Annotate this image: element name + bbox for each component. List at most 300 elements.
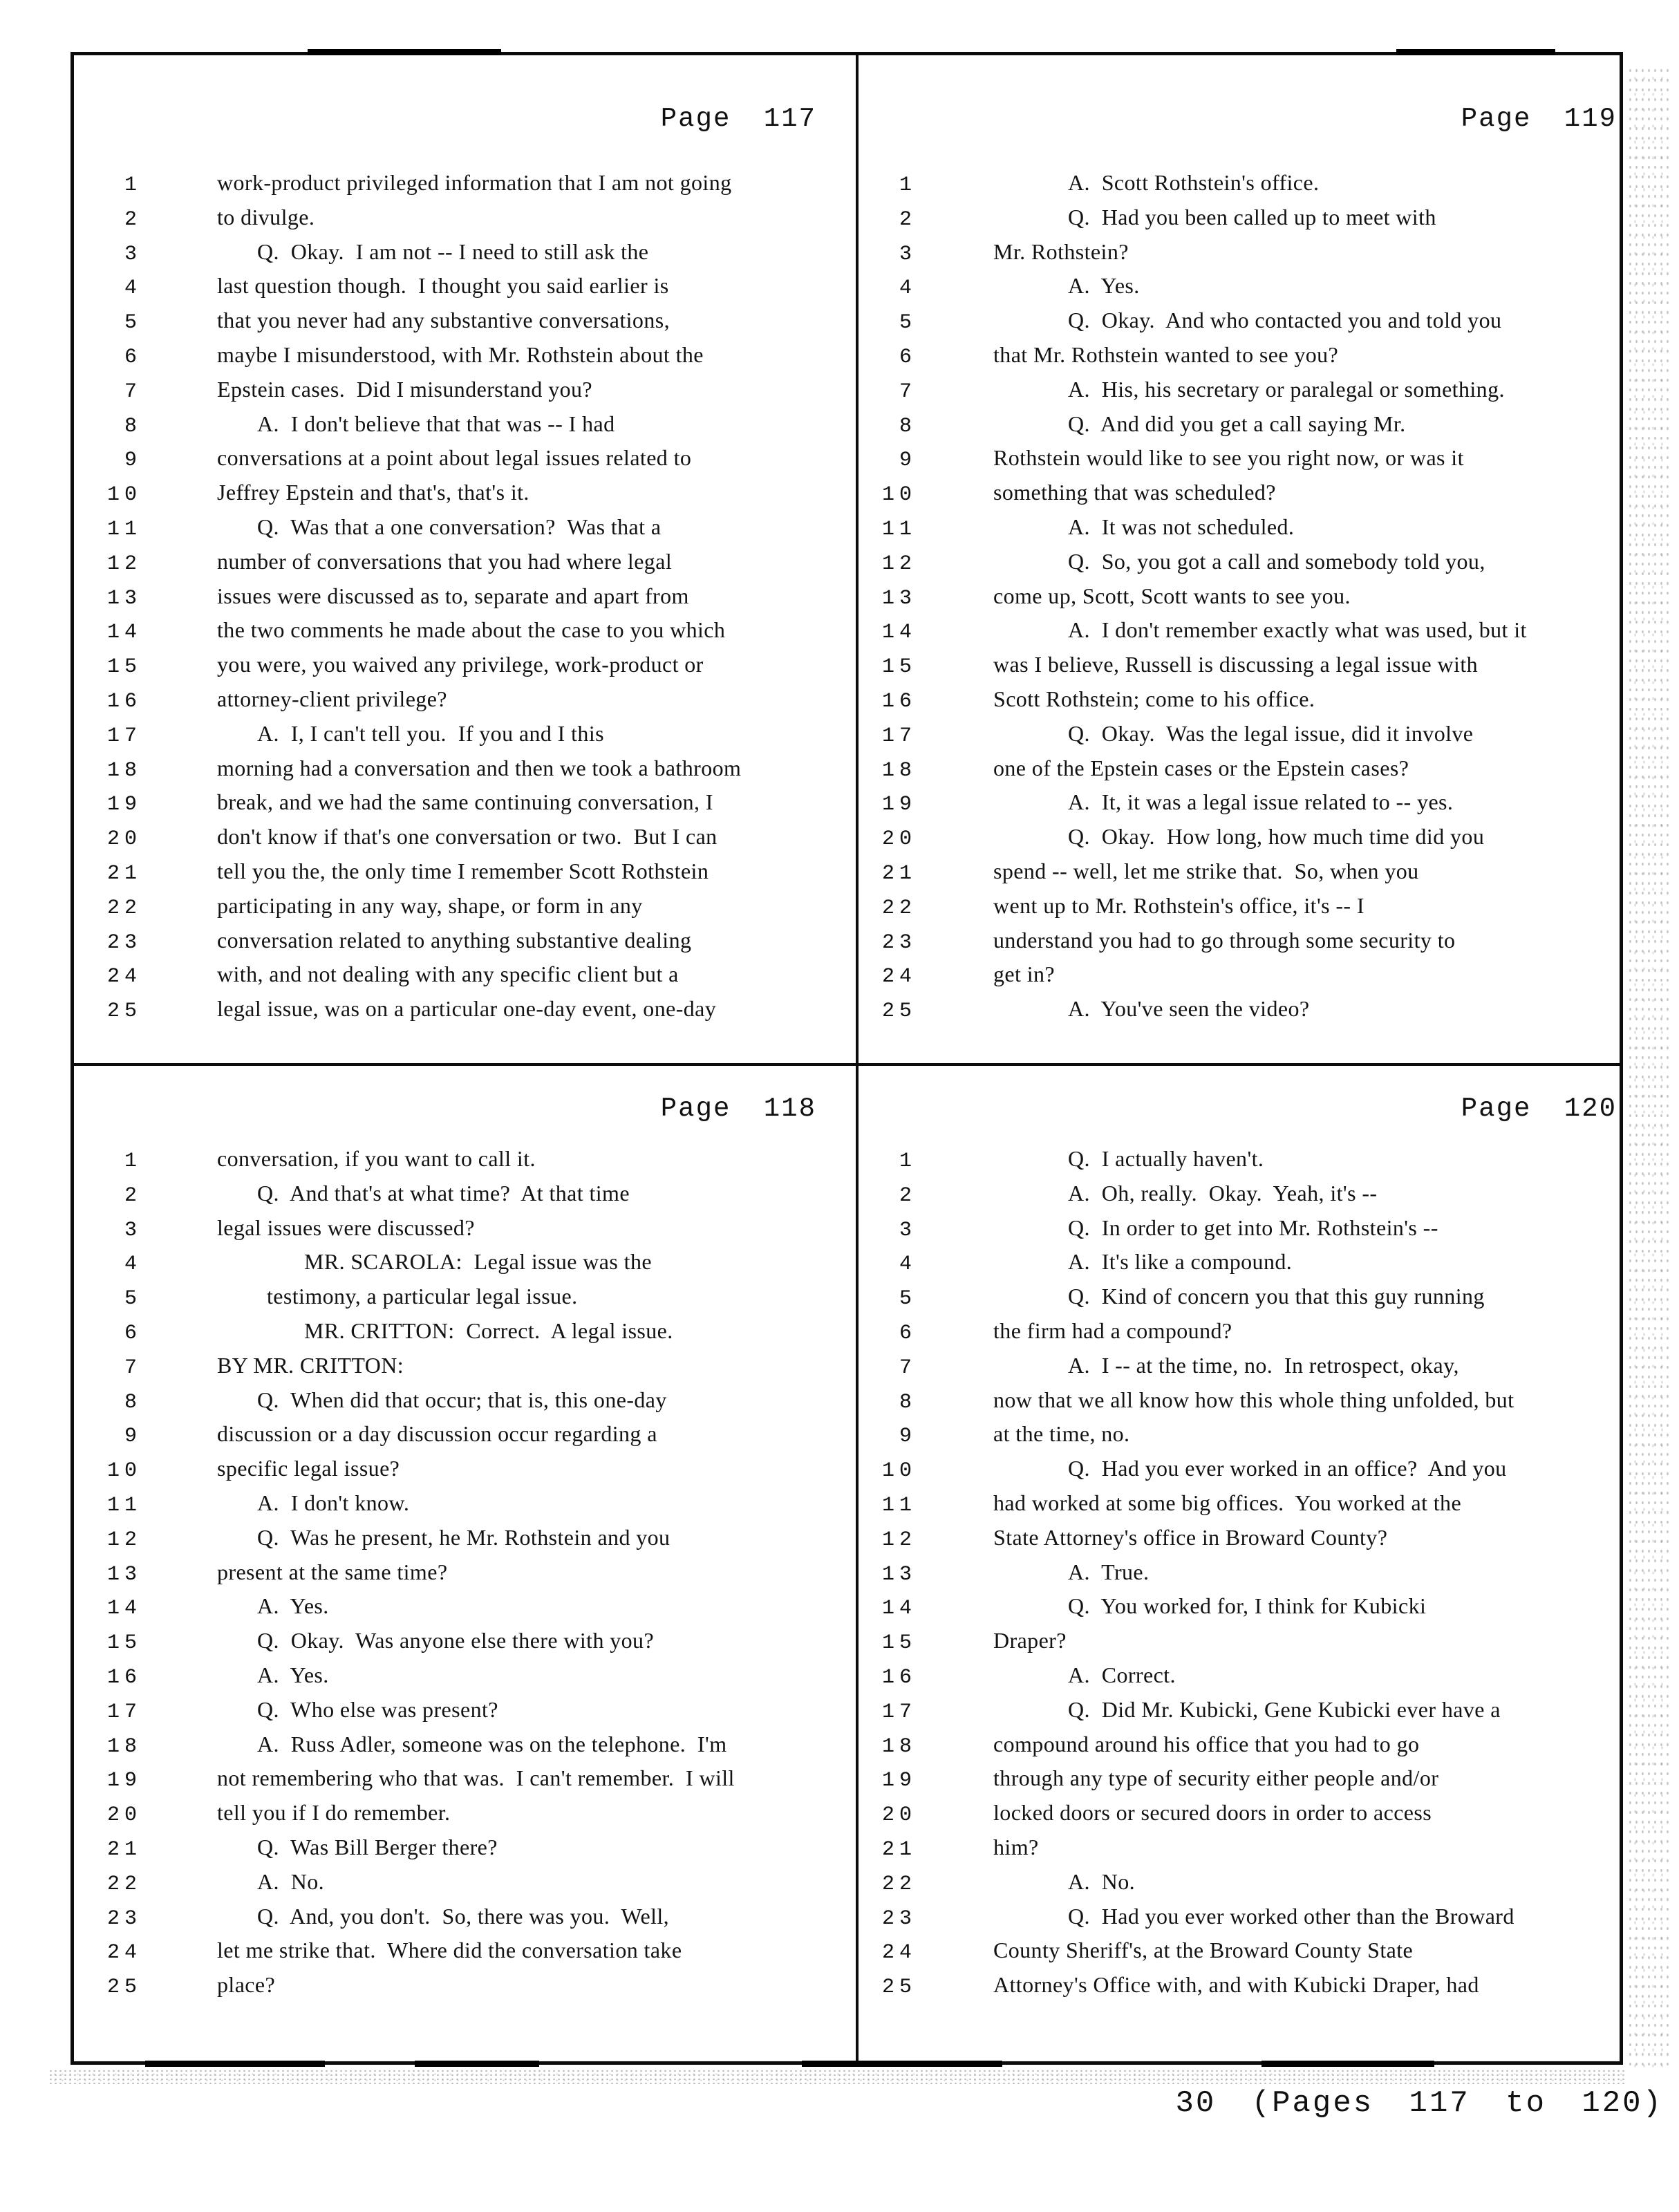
transcript-line-row (859, 1900, 1630, 1934)
line-text: A. Scott Rothstein's office. (1068, 170, 1320, 195)
transcript-line-row (71, 200, 843, 235)
transcript-line-row (71, 303, 843, 338)
transcript-line-row (71, 820, 843, 854)
line-text: A. Yes. (257, 1662, 329, 1687)
line-text: Q. Okay. I am not -- I need to still ask the (257, 238, 649, 264)
line-text: legal issues were discussed? (217, 1215, 475, 1240)
line-number: 3 (124, 242, 142, 266)
transcript-line-row (859, 1142, 1630, 1177)
line-text: State Attorney's office in Broward County? (993, 1524, 1388, 1550)
transcript-line-row (71, 648, 843, 682)
line-text: get in? (993, 962, 1055, 987)
transcript-line-row (71, 1417, 843, 1452)
transcript-line-row (859, 1486, 1630, 1521)
line-text: MR. CRITTON: Correct. A legal issue. (304, 1318, 673, 1343)
transcript-line-row (859, 1865, 1630, 1900)
scan-ink-artifact (1396, 49, 1555, 55)
line-number: 8 (124, 1390, 142, 1414)
line-number: 7 (124, 379, 142, 404)
line-number: 9 (899, 449, 917, 473)
transcript-line-row (71, 1865, 843, 1900)
transcript-line-row (859, 1521, 1630, 1555)
line-number: 1 (124, 174, 142, 197)
transcript-line-row (859, 1452, 1630, 1486)
line-text: A. I -- at the time, no. In retrospect, okay, (1068, 1352, 1459, 1378)
transcript-line-row (71, 1900, 843, 1934)
transcript-line-row (71, 1383, 843, 1418)
transcript-line-row (71, 1211, 843, 1246)
line-text: participating in any way, shape, or form in any (217, 892, 643, 918)
line-text: something that was scheduled? (993, 480, 1276, 505)
transcript-line-row (71, 1555, 843, 1590)
line-number: 23 (106, 1906, 142, 1931)
line-text: locked doors or secured doors in order to access (993, 1800, 1432, 1826)
line-number: 14 (881, 621, 917, 645)
line-text: Q. And did you get a call saying Mr. (1068, 411, 1406, 436)
transcript-line-row (859, 648, 1630, 682)
line-text: A. True. (1068, 1559, 1150, 1584)
page-119-header: Page 119 (1461, 104, 1617, 134)
line-text: went up to Mr. Rothstein's office, it's -- I (993, 892, 1364, 918)
line-number: 21 (106, 1837, 142, 1862)
line-text: specific legal issue? (217, 1456, 400, 1481)
line-text: Rothstein would like to see you right now, or was it (993, 445, 1464, 471)
transcript-line-row (859, 303, 1630, 338)
line-number: 5 (899, 311, 917, 335)
line-text: present at the same time? (217, 1559, 448, 1584)
line-text: conversation related to anything substantive dealing (217, 927, 692, 953)
line-number: 22 (106, 1872, 142, 1896)
transcript-line-row (859, 1589, 1630, 1624)
line-text: A. Yes. (257, 1593, 329, 1619)
line-number: 15 (881, 1631, 917, 1656)
line-number: 25 (881, 1976, 917, 2000)
line-number: 17 (106, 724, 142, 748)
line-text: let me strike that. Where did the conversation take (217, 1938, 682, 1963)
transcript-line-row (859, 1624, 1630, 1658)
line-number: 18 (881, 1734, 917, 1759)
line-text: MR. SCAROLA: Legal issue was the (304, 1249, 652, 1275)
line-number: 22 (881, 1872, 917, 1896)
page-120-header: Page 120 (1461, 1094, 1617, 1124)
line-text: issues were discussed as to, separate and apart from (217, 583, 689, 608)
transcript-line-row (71, 510, 843, 545)
scan-ink-artifact (415, 2061, 539, 2067)
line-text: Q. And that's at what time? At that time (257, 1180, 630, 1206)
line-text: A. It's like a compound. (1068, 1249, 1293, 1275)
transcript-line-row (71, 1933, 843, 1968)
transcript-line-row (71, 924, 843, 958)
transcript-line-row (71, 1624, 843, 1658)
center-horizontal-divider (71, 1063, 1623, 1066)
line-text: Jeffrey Epstein and that's, that's it. (217, 480, 529, 505)
line-number: 22 (881, 896, 917, 920)
line-number: 23 (881, 1906, 917, 1931)
transcript-line-row (859, 338, 1630, 373)
line-number: 9 (124, 1425, 142, 1449)
transcript-page-120 (859, 1094, 1630, 2047)
transcript-line-row (859, 1761, 1630, 1796)
line-text: testimony, a particular legal issue. (267, 1284, 578, 1309)
line-number: 16 (106, 689, 142, 713)
transcript-line-row (71, 407, 843, 442)
line-number: 9 (124, 449, 142, 473)
line-number: 7 (124, 1356, 142, 1380)
transcript-line-row (71, 579, 843, 614)
line-text: Q. Did Mr. Kubicki, Gene Kubicki ever have a (1068, 1696, 1501, 1722)
line-text: conversations at a point about legal issues related to (217, 445, 692, 471)
line-text: BY MR. CRITTON: (217, 1352, 404, 1378)
line-number: 20 (106, 1803, 142, 1828)
transcript-line-row (859, 889, 1630, 924)
line-number: 2 (899, 207, 917, 232)
transcript-line-row (71, 1658, 843, 1693)
line-text: Q. You worked for, I think for Kubicki (1068, 1593, 1427, 1619)
line-number: 5 (124, 1287, 142, 1311)
line-text: A. His, his secretary or paralegal or something. (1068, 376, 1505, 402)
line-text: don't know if that's one conversation or two. But I can (217, 824, 717, 850)
line-number: 18 (106, 758, 142, 782)
line-text: Mr. Rothstein? (993, 238, 1129, 264)
line-number: 11 (881, 1493, 917, 1517)
scan-noise-right-edge (1627, 66, 1670, 2070)
transcript-line-row (71, 1968, 843, 2003)
line-number: 12 (106, 552, 142, 576)
line-number: 4 (124, 276, 142, 301)
line-text: A. I don't know. (257, 1490, 410, 1515)
line-number: 22 (106, 896, 142, 920)
line-number: 7 (899, 1356, 917, 1380)
line-number: 1 (124, 1150, 142, 1173)
line-number: 4 (124, 1253, 142, 1277)
transcript-line-row (71, 1727, 843, 1762)
transcript-line-row (859, 785, 1630, 820)
transcript-line-row (859, 1177, 1630, 1211)
line-text: discussion or a day discussion occur regarding a (217, 1421, 657, 1447)
line-text: the firm had a compound? (993, 1318, 1232, 1343)
line-number: 2 (124, 1183, 142, 1208)
line-number: 23 (881, 930, 917, 955)
line-number: 14 (881, 1597, 917, 1621)
transcript-line-row (71, 1761, 843, 1796)
line-number: 20 (881, 827, 917, 852)
line-number: 17 (881, 724, 917, 748)
line-number: 19 (881, 1769, 917, 1793)
transcript-line-row (71, 785, 843, 820)
line-number: 14 (106, 1597, 142, 1621)
line-text: Q. Okay. Was anyone else there with you? (257, 1628, 655, 1653)
line-number: 10 (106, 483, 142, 507)
line-text: spend -- well, let me strike that. So, when you (993, 858, 1419, 883)
transcript-line-row (71, 717, 843, 751)
line-text: A. Correct. (1068, 1662, 1176, 1687)
line-number: 4 (899, 276, 917, 301)
transcript-line-row (71, 1452, 843, 1486)
line-number: 13 (106, 586, 142, 610)
page-117-lines (71, 166, 843, 1027)
line-number: 25 (106, 1976, 142, 2000)
line-number: 12 (881, 1528, 917, 1552)
line-number: 12 (881, 552, 917, 576)
line-text: to divulge. (217, 204, 315, 229)
transcript-line-row (859, 682, 1630, 717)
transcript-line-row (859, 854, 1630, 889)
transcript-line-row (859, 613, 1630, 648)
line-text: not remembering who that was. I can't remember. I will (217, 1765, 735, 1791)
line-text: Q. Who else was present? (257, 1696, 498, 1722)
line-text: tell you if I do remember. (217, 1800, 451, 1826)
line-number: 20 (106, 827, 142, 852)
page-119-lines (859, 166, 1630, 1027)
transcript-line-row (859, 235, 1630, 270)
transcript-line-row (859, 476, 1630, 510)
line-text: Q. I actually haven't. (1068, 1146, 1264, 1171)
transcript-line-row (71, 235, 843, 270)
line-number: 16 (106, 1665, 142, 1689)
line-text: Q. Was Bill Berger there? (257, 1834, 498, 1859)
line-text: Q. When did that occur; that is, this one-day (257, 1387, 667, 1412)
transcript-line-row (859, 441, 1630, 476)
line-number: 20 (881, 1803, 917, 1828)
line-number: 17 (106, 1700, 142, 1724)
transcript-line-row (859, 992, 1630, 1027)
line-text: him? (993, 1834, 1039, 1859)
transcript-line-row (859, 200, 1630, 235)
line-number: 5 (899, 1287, 917, 1311)
line-number: 7 (899, 379, 917, 404)
line-text: through any type of security either people and/or (993, 1765, 1439, 1791)
transcript-line-row (859, 510, 1630, 545)
line-number: 24 (881, 965, 917, 989)
line-text: understand you had to go through some security to (993, 927, 1456, 953)
line-number: 19 (106, 1769, 142, 1793)
line-number: 18 (106, 1734, 142, 1759)
line-number: 8 (899, 1390, 917, 1414)
line-text: Q. Had you ever worked other than the Broward (1068, 1903, 1514, 1929)
line-number: 23 (106, 930, 142, 955)
line-text: A. No. (257, 1868, 325, 1894)
transcript-line-row (859, 820, 1630, 854)
transcript-line-row (71, 682, 843, 717)
line-text: A. I, I can't tell you. If you and I this (257, 720, 604, 746)
transcript-line-row (71, 1693, 843, 1727)
transcript-line-row (859, 1968, 1630, 2003)
line-text: break, and we had the same continuing conversation, I (217, 789, 713, 815)
transcript-line-row (71, 166, 843, 200)
transcript-line-row (71, 889, 843, 924)
line-number: 11 (106, 517, 142, 541)
transcript-line-row (71, 1796, 843, 1830)
line-text: Q. Okay. Was the legal issue, did it involve (1068, 720, 1474, 746)
line-text: A. I don't remember exactly what was used, but it (1068, 617, 1527, 643)
line-text: A. You've seen the video? (1068, 996, 1310, 1022)
line-text: Q. Okay. And who contacted you and told you (1068, 308, 1502, 333)
transcript-line-row (71, 1521, 843, 1555)
transcript-line-row (859, 1658, 1630, 1693)
page-118-lines (71, 1142, 843, 2003)
line-number: 6 (899, 1321, 917, 1345)
line-text: at the time, no. (993, 1421, 1130, 1447)
transcript-line-row (859, 1245, 1630, 1280)
line-number: 6 (899, 345, 917, 369)
line-text: the two comments he made about the case to you which (217, 617, 726, 643)
transcript-line-row (859, 1933, 1630, 1968)
line-number: 5 (124, 311, 142, 335)
line-text: attorney-client privilege? (217, 686, 447, 711)
transcript-line-row (859, 1383, 1630, 1418)
transcript-line-row (859, 1280, 1630, 1314)
transcript-line-row (71, 751, 843, 786)
line-text: last question though. I thought you said earlier is (217, 273, 669, 299)
line-text: Epstein cases. Did I misunderstand you? (217, 376, 592, 402)
transcript-line-row (71, 269, 843, 303)
transcript-line-row (859, 545, 1630, 579)
transcript-line-row (71, 1142, 843, 1177)
transcript-line-row (71, 992, 843, 1027)
transcript-line-row (859, 924, 1630, 958)
line-number: 6 (124, 345, 142, 369)
line-number: 2 (124, 207, 142, 232)
line-text: with, and not dealing with any specific client but a (217, 962, 679, 987)
line-number: 15 (881, 655, 917, 679)
line-text: legal issue, was on a particular one-day event, one-day (217, 996, 717, 1022)
line-text: now that we all know how this whole thing unfolded, but (993, 1387, 1514, 1412)
transcript-line-row (71, 338, 843, 373)
line-text: A. Yes. (1068, 273, 1140, 299)
line-number: 10 (106, 1459, 142, 1483)
line-number: 3 (899, 242, 917, 266)
line-number: 21 (881, 1837, 917, 1862)
transcript-page-117 (71, 104, 843, 1058)
line-text: Q. Had you been called up to meet with (1068, 204, 1436, 229)
line-text: you were, you waived any privilege, work-product or (217, 652, 704, 677)
line-number: 9 (899, 1425, 917, 1449)
scan-ink-artifact (145, 2061, 325, 2067)
line-number: 24 (106, 1941, 142, 1965)
line-number: 16 (881, 689, 917, 713)
line-number: 8 (899, 414, 917, 438)
line-number: 12 (106, 1528, 142, 1552)
transcript-line-row (71, 1589, 843, 1624)
transcript-line-row (71, 373, 843, 407)
line-number: 6 (124, 1321, 142, 1345)
transcript-line-row (859, 373, 1630, 407)
transcript-line-row (71, 545, 843, 579)
transcript-line-row (71, 441, 843, 476)
line-text: that you never had any substantive conversations, (217, 308, 670, 333)
transcript-line-row (71, 1486, 843, 1521)
scan-ink-artifact (308, 49, 501, 55)
transcript-line-row (71, 1280, 843, 1314)
transcript-line-row (859, 269, 1630, 303)
line-text: Q. In order to get into Mr. Rothstein's -- (1068, 1215, 1438, 1240)
line-number: 15 (106, 655, 142, 679)
line-text: Q. So, you got a call and somebody told you, (1068, 548, 1485, 574)
transcript-line-row (71, 854, 843, 889)
line-text: come up, Scott, Scott wants to see you. (993, 583, 1351, 608)
transcript-page-118 (71, 1094, 843, 2047)
line-text: compound around his office that you had to go (993, 1731, 1420, 1756)
line-text: A. I don't believe that that was -- I had (257, 411, 615, 436)
transcript-line-row (71, 1830, 843, 1865)
page-117-header: Page 117 (660, 104, 816, 134)
line-number: 21 (106, 861, 142, 885)
line-text: A. It, it was a legal issue related to -- yes. (1068, 789, 1454, 815)
line-text: work-product privileged information that I am not going (217, 170, 732, 195)
line-text: one of the Epstein cases or the Epstein cases? (993, 755, 1409, 780)
line-text: A. Russ Adler, someone was on the telephone. I'm (257, 1731, 727, 1756)
transcript-line-row (859, 751, 1630, 786)
line-text: Q. And, you don't. So, there was you. Well, (257, 1903, 670, 1929)
line-number: 25 (881, 1000, 917, 1024)
line-text: A. No. (1068, 1868, 1136, 1894)
transcript-line-row (71, 957, 843, 992)
transcript-line-row (859, 579, 1630, 614)
line-text: that Mr. Rothstein wanted to see you? (993, 341, 1339, 367)
transcript-line-row (71, 1177, 843, 1211)
line-number: 2 (899, 1183, 917, 1208)
line-number: 11 (106, 1493, 142, 1517)
line-number: 13 (881, 586, 917, 610)
transcript-line-row (859, 1349, 1630, 1383)
transcript-line-row (859, 1417, 1630, 1452)
line-number: 11 (881, 517, 917, 541)
transcript-line-row (71, 1245, 843, 1280)
line-number: 18 (881, 758, 917, 782)
line-text: conversation, if you want to call it. (217, 1146, 536, 1171)
line-text: Q. Okay. How long, how much time did you (1068, 824, 1485, 850)
line-number: 24 (106, 965, 142, 989)
transcript-line-row (859, 407, 1630, 442)
page-118-header: Page 118 (660, 1094, 816, 1124)
line-number: 25 (106, 1000, 142, 1024)
line-text: maybe I misunderstood, with Mr. Rothstein about the (217, 341, 704, 367)
transcript-line-row (859, 1727, 1630, 1762)
line-text: morning had a conversation and then we took a bathroom (217, 755, 742, 780)
line-text: Draper? (993, 1628, 1067, 1653)
transcript-line-row (71, 1349, 843, 1383)
line-number: 19 (106, 793, 142, 817)
scan-ink-artifact (802, 2061, 1002, 2067)
line-number: 15 (106, 1631, 142, 1656)
sheet-footer-page-range: 30 (Pages 117 to 120) (1175, 2086, 1663, 2121)
line-text: Attorney's Office with, and with Kubicki Draper, had (993, 1972, 1479, 1998)
line-text: place? (217, 1972, 276, 1998)
line-number: 3 (899, 1218, 917, 1242)
transcript-line-row (859, 1314, 1630, 1349)
transcript-line-row (859, 166, 1630, 200)
line-number: 21 (881, 861, 917, 885)
transcript-line-row (71, 476, 843, 510)
line-text: Q. Was that a one conversation? Was that a (257, 514, 662, 539)
line-number: 1 (899, 174, 917, 197)
line-text: County Sheriff's, at the Broward County State (993, 1938, 1414, 1963)
transcript-line-row (71, 1314, 843, 1349)
line-number: 17 (881, 1700, 917, 1724)
line-text: number of conversations that you had where legal (217, 548, 673, 574)
line-text: had worked at some big offices. You worked at the (993, 1490, 1462, 1515)
transcript-page-119 (859, 104, 1630, 1058)
line-number: 1 (899, 1150, 917, 1173)
line-number: 13 (881, 1562, 917, 1586)
scan-ink-artifact (1261, 2061, 1434, 2067)
line-number: 13 (106, 1562, 142, 1586)
line-number: 3 (124, 1218, 142, 1242)
line-text: tell you the, the only time I remember Scott Rothstein (217, 858, 709, 883)
line-number: 10 (881, 1459, 917, 1483)
line-number: 16 (881, 1665, 917, 1689)
line-number: 24 (881, 1941, 917, 1965)
